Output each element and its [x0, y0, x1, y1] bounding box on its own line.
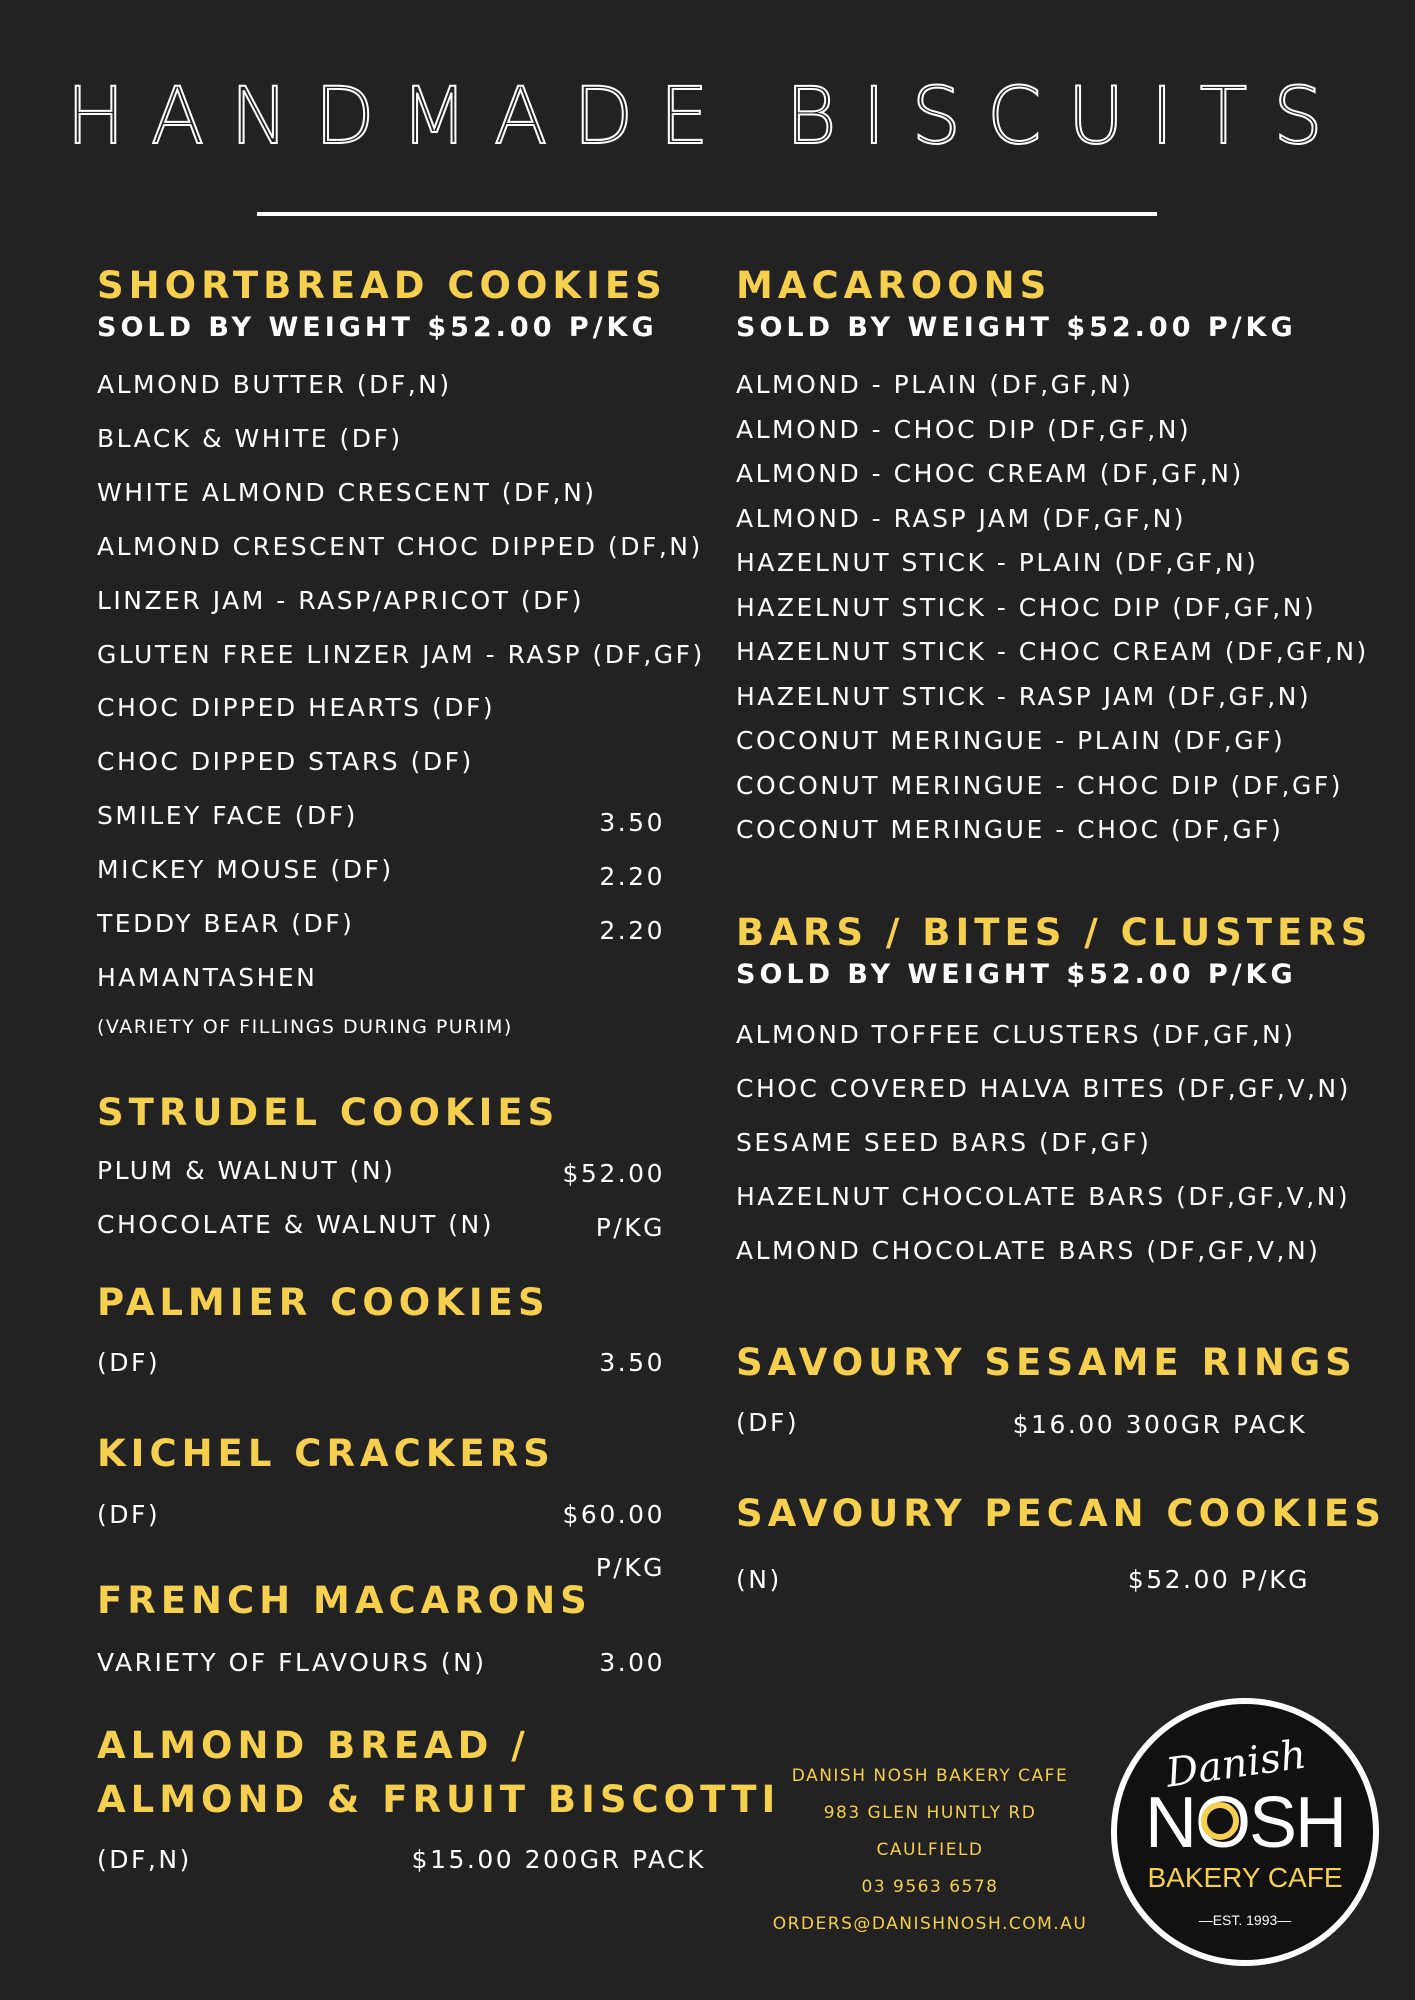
strudel-item-1: PLUM & WALNUT (N) [97, 1156, 396, 1185]
bars-item: CHOC COVERED HALVA BITES (DF,GF,V,N) [736, 1074, 1351, 1103]
logo-est-text: —EST. 1993— [1198, 1912, 1292, 1928]
contact-phone: 03 9563 6578 [861, 1877, 999, 1897]
macaroons-item: HAZELNUT STICK - CHOC DIP (DF,GF,N) [736, 592, 1317, 622]
shortbread-item: LINZER JAM - RASP/APRICOT (DF) [97, 586, 584, 615]
shortbread-item-price: 2.20 [599, 862, 665, 891]
almond-bread-item: (DF,N) [97, 1845, 192, 1874]
shortbread-item: HAMANTASHEN [97, 963, 318, 992]
page-title: HANDMADE BISCUITS [66, 72, 1349, 162]
contact-suburb: CAULFIELD [876, 1840, 984, 1860]
macaroons-item: COCONUT MERINGUE - CHOC (DF,GF) [736, 815, 1284, 844]
contact-info [740, 1758, 1120, 1943]
shortbread-item: WHITE ALMOND CRESCENT (DF,N) [97, 478, 597, 507]
shortbread-item: TEDDY BEAR (DF) [97, 909, 355, 938]
sesame-rings-price: $16.00 300GR PACK [1012, 1410, 1307, 1439]
sesame-rings-item: (DF) [736, 1408, 800, 1437]
shortbread-item-price: 2.20 [599, 916, 665, 945]
shortbread-item: CHOC DIPPED STARS (DF) [97, 747, 474, 776]
bars-section [736, 912, 1372, 990]
logo-script-text: Danish [1163, 1731, 1310, 1797]
kichel-heading: KICHEL CRACKERS [97, 1432, 555, 1475]
macaroons-item: ALMOND - CHOC CREAM (DF,GF,N) [736, 459, 1244, 488]
macaroons-heading: MACAROONS [736, 264, 1052, 307]
bars-item: ALMOND TOFFEE CLUSTERS (DF,GF,N) [736, 1020, 1296, 1049]
kichel-item: (DF) [97, 1500, 161, 1529]
macaroons-item: HAZELNUT STICK - PLAIN (DF,GF,N) [736, 548, 1259, 577]
shortbread-item: BLACK & WHITE (DF) [97, 424, 403, 453]
shortbread-note: (VARIETY OF FILLINGS DURING PURIM) [97, 1016, 513, 1038]
kichel-price: $60.00 [562, 1500, 665, 1529]
palmier-heading: PALMIER COOKIES [97, 1281, 550, 1324]
macaroons-item: HAZELNUT STICK - CHOC CREAM (DF,GF,N) [736, 637, 1369, 666]
bars-item: HAZELNUT CHOCOLATE BARS (DF,GF,V,N) [736, 1182, 1351, 1211]
strudel-price-2: P/KG [595, 1213, 665, 1242]
bars-sold-by-weight: SOLD BY WEIGHT $52.00 P/KG [736, 958, 1297, 990]
macaroons-item: COCONUT MERINGUE - PLAIN (DF,GF) [736, 726, 1286, 755]
shortbread-item: ALMOND CRESCENT CHOC DIPPED (DF,N) [97, 532, 703, 561]
almond-bread-heading-2: ALMOND & FRUIT BISCOTTI [97, 1778, 781, 1821]
shortbread-item: SMILEY FACE (DF) [97, 801, 358, 830]
strudel-heading: STRUDEL COOKIES [97, 1091, 560, 1134]
french-macarons-price: 3.00 [599, 1648, 665, 1677]
bars-item: ALMOND CHOCOLATE BARS (DF,GF,V,N) [736, 1236, 1321, 1265]
pecan-heading: SAVOURY PECAN COOKIES [736, 1492, 1386, 1535]
title-divider [257, 212, 1157, 216]
strudel-price-1: $52.00 [562, 1159, 665, 1188]
macaroons-item: COCONUT MERINGUE - CHOC DIP (DF,GF) [736, 770, 1343, 800]
shortbread-item: CHOC DIPPED HEARTS (DF) [97, 693, 496, 722]
macaroons-sold-by-weight: SOLD BY WEIGHT $52.00 P/KG [736, 311, 1297, 343]
macaroons-item: ALMOND - PLAIN (DF,GF,N) [736, 370, 1134, 399]
almond-bread-price: $15.00 200GR PACK [411, 1845, 706, 1874]
macaroons-item: HAZELNUT STICK - RASP JAM (DF,GF,N) [736, 681, 1312, 711]
french-macarons-heading: FRENCH MACARONS [97, 1579, 592, 1622]
palmier-item: (DF) [97, 1348, 161, 1377]
strudel-heading-wrap [97, 1092, 559, 1135]
almond-bread-heading-1: ALMOND BREAD / [97, 1724, 530, 1767]
pecan-item: (N) [736, 1565, 782, 1594]
macaroons-item: ALMOND - CHOC DIP (DF,GF,N) [736, 414, 1192, 444]
shortbread-item: MICKEY MOUSE (DF) [97, 855, 394, 884]
macaroons-section [736, 265, 1297, 343]
strudel-item-2: CHOCOLATE & WALNUT (N) [97, 1210, 494, 1239]
shortbread-item: GLUTEN FREE LINZER JAM - RASP (DF,GF) [97, 640, 705, 669]
sesame-rings-heading: SAVOURY SESAME RINGS [736, 1341, 1357, 1384]
shortbread-sold-by-weight: SOLD BY WEIGHT $52.00 P/KG [97, 311, 658, 343]
contact-email[interactable]: ORDERS@DANISHNOSH.COM.AU [772, 1914, 1088, 1934]
logo-word-text: NOSH [1144, 1783, 1346, 1863]
bars-heading: BARS / BITES / CLUSTERS [736, 911, 1373, 954]
shortbread-item-price: 3.50 [599, 808, 665, 837]
pecan-price: $52.00 P/KG [1127, 1565, 1310, 1594]
macaroons-item: ALMOND - RASP JAM (DF,GF,N) [736, 503, 1187, 533]
danish-nosh-logo [1110, 1697, 1380, 1967]
french-macarons-item: VARIETY OF FLAVOURS (N) [97, 1648, 487, 1677]
logo-sub-text: BAKERY CAFE [1147, 1862, 1343, 1893]
contact-business-name: DANISH NOSH BAKERY CAFE [791, 1766, 1069, 1786]
contact-address: 983 GLEN HUNTLY RD [823, 1803, 1037, 1823]
bars-item: SESAME SEED BARS (DF,GF) [736, 1128, 1152, 1157]
kichel-price-unit: P/KG [595, 1553, 665, 1582]
shortbread-heading: SHORTBREAD COOKIES [97, 264, 667, 307]
left-column [97, 265, 697, 343]
palmier-price: 3.50 [599, 1348, 665, 1377]
shortbread-item: ALMOND BUTTER (DF,N) [97, 370, 452, 399]
